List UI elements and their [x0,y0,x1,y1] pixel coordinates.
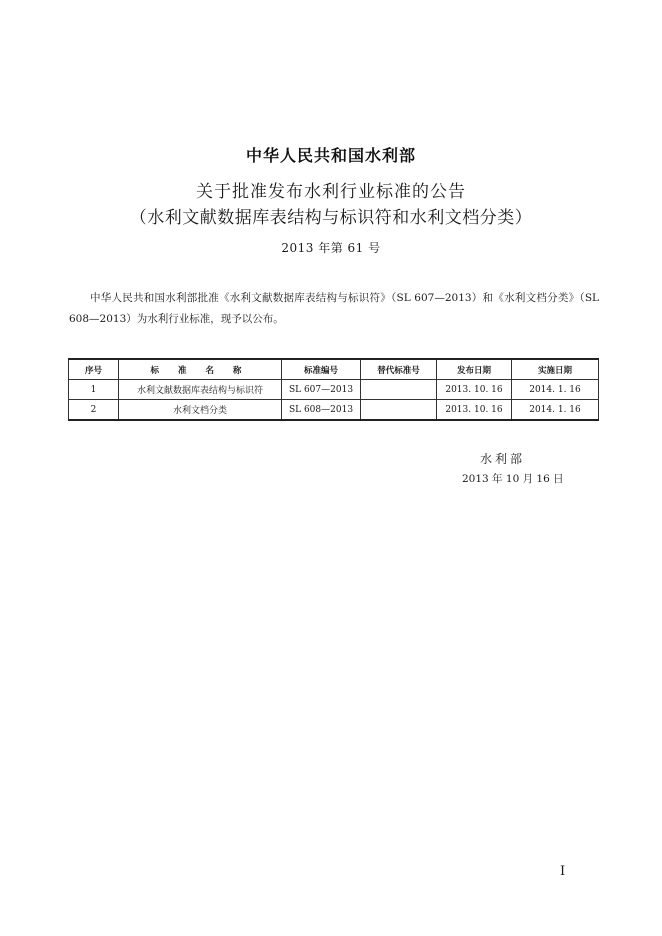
table-row [69,380,599,400]
cell-serial: 1 [69,380,119,400]
signature-date: 2013 年 10 月 16 日 [462,473,564,485]
issuer-signature: 水利部 [480,452,526,466]
header-effective-date: 实施日期 [512,359,599,380]
table-row [69,400,599,421]
page-number: I [560,864,566,879]
header-replaced-code: 替代标准号 [361,359,437,380]
table-header-row [69,359,599,380]
cell-replaced-code [361,380,437,400]
announcement-title: 关于批准发布水利行业标准的公告 [196,182,466,202]
ministry-heading: 中华人民共和国水利部 [245,146,416,165]
cell-effective-date: 2014. 1. 16 [512,380,599,400]
header-serial: 序号 [69,359,119,380]
cell-standard-code: SL 608—2013 [282,400,361,421]
header-issue-date: 发布日期 [437,359,512,380]
cell-standard-name: 水利文献数据库表结构与标识符 [119,380,282,400]
cell-standard-code: SL 607—2013 [282,380,361,400]
header-standard-code: 标准编号 [282,359,361,380]
cell-standard-name: 水利文档分类 [119,400,282,421]
announcement-subtitle: （水利文献数据库表结构与标识符和水利文档分类） [129,208,533,228]
document-number: 2013 年第 61 号 [281,241,381,255]
standards-table [68,358,599,421]
cell-issue-date: 2013. 10. 16 [437,380,512,400]
announcement-body: 中华人民共和国水利部批准《水利文献数据库表结构与标识符》（SL 607—2013）和《水利文档分类》（SL 608—2013）为水利行业标准，现予以公布。 [69,292,599,325]
header-standard-name: 标 准 名 称 [119,359,282,380]
cell-issue-date: 2013. 10. 16 [437,400,512,421]
cell-effective-date: 2014. 1. 16 [512,400,599,421]
cell-replaced-code [361,400,437,421]
cell-serial: 2 [69,400,119,421]
